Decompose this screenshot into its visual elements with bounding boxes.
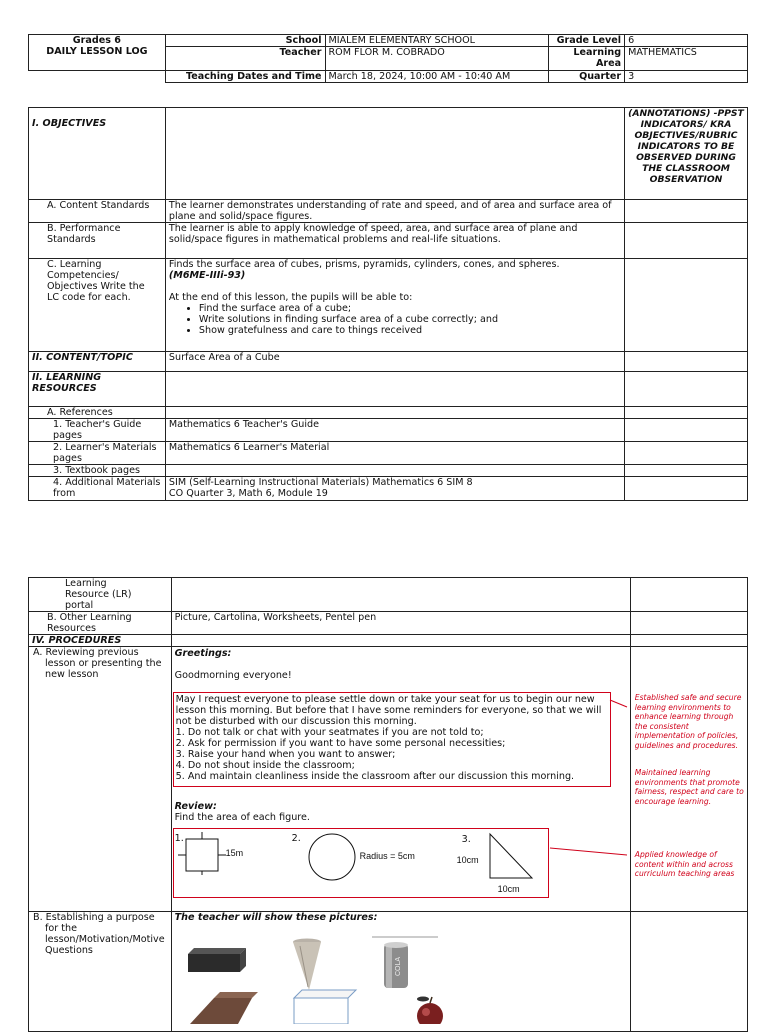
rule-1: 1. Do not talk or chat with your seatmates if you are not told to; [175, 727, 484, 738]
additional-value-2: CO Quarter 3, Math 6, Module 19 [168, 488, 328, 499]
box-picture [188, 948, 246, 972]
teacher-label: Teacher [165, 47, 325, 71]
triangle-figure [488, 832, 536, 882]
additional-value-cell [165, 477, 624, 501]
content-title: II. CONTENT/TOPIC [29, 352, 166, 372]
rule-2: 2. Ask for permission if you want to have some personal necessities; [175, 738, 506, 749]
competencies-line: Finds the surface area of cubes, prisms, pyramids, cylinders, cones, and spheres. [168, 259, 560, 270]
learning-area-label: Learning Area [549, 47, 625, 71]
resources-title: II. LEARNING RESOURCES [29, 372, 166, 407]
fig2-number: 2. [291, 833, 301, 844]
fig3-side: 10cm [456, 855, 479, 865]
can-picture [372, 937, 438, 988]
blank-cell [29, 71, 166, 83]
greetings-text: Goodmorning everyone! [174, 670, 292, 681]
additional-value-1: SIM (Self-Learning Instructional Materials) Mathematics 6 SIM 8 [168, 477, 473, 488]
pictures-title: The teacher will show these pictures: [174, 912, 378, 923]
review-figures-box [173, 828, 549, 898]
log-title: DAILY LESSON LOG [46, 46, 148, 57]
square-figure [178, 831, 228, 875]
annotation-cell [630, 647, 747, 912]
content-value: Surface Area of a Cube [165, 352, 624, 372]
competencies-intro: At the end of this lesson, the pupils will be able to: [168, 292, 413, 303]
grade-level-label: Grade Level [549, 35, 625, 47]
cube-picture [294, 990, 356, 1024]
fig3-number: 3. [461, 834, 471, 845]
request-text: May I request everyone to please settle down or take your seat for us to begin our new lesson this morning. But before that I have some reminders for everyone, so that we will not be disturbed with our discussion this morning. [175, 694, 602, 727]
references-label: A. References [29, 407, 166, 419]
tg-label: 1. Teacher's Guide pages [29, 419, 166, 442]
procedures-title: IV. PROCEDURES [29, 635, 172, 647]
lesson-table-page1 [28, 107, 748, 501]
school-value: MIALEM ELEMENTARY SCHOOL [325, 35, 549, 47]
textbook-label: 3. Textbook pages [29, 465, 166, 477]
rule-5: 5. And maintain cleanliness inside the classroom after our discussion this morning. [175, 771, 575, 782]
rule-4: 4. Do not shout inside the classroom; [175, 760, 355, 771]
school-label: School [165, 35, 325, 47]
additional-label-1: 4. Additional Materials from [29, 477, 166, 501]
annotations-header: (ANNOTATIONS) -PPST INDICATORS/ KRA OBJECTIVES/RUBRIC INDICATORS TO BE OBSERVED DURING THE CLASSROOM OBSERVATION [625, 108, 748, 200]
annotation-3: Applied knowledge of content within and across curriculum teaching areas [634, 850, 735, 878]
dates-label: Teaching Dates and Time [165, 71, 325, 83]
grade-level-value: 6 [625, 35, 748, 47]
performance-standards-label: B. Performance Standards [29, 223, 166, 259]
can-label: COLA [395, 956, 402, 976]
fig2-label: Radius = 5cm [359, 851, 415, 861]
competencies-list [169, 303, 621, 336]
list-item: • Show gratefulness and care to things received [199, 325, 621, 336]
annotation-1: Established safe and secure learning environments to enhance learning through the consistent implementation of policies, guidelines and procedures. [634, 693, 742, 750]
greetings-title: Greetings: [174, 648, 232, 659]
procedure-a-label: A. Reviewing previous lesson or presenting the new lesson [29, 647, 172, 912]
tg-value: Mathematics 6 Teacher's Guide [165, 419, 624, 442]
teacher-value: ROM FLOR M. COBRADO [325, 47, 549, 71]
fig1-label: 15m [225, 848, 244, 858]
review-title: Review: [174, 801, 217, 812]
request-box [173, 692, 611, 787]
content-standards-label: A. Content Standards [29, 200, 166, 223]
header-title-cell [29, 35, 166, 71]
content-standards-value: The learner demonstrates understanding of rate and speed, and of area and surface area of plane and solid/space figures. [165, 200, 624, 223]
additional-label-2: Learning Resource (LR) portal [29, 578, 172, 612]
other-resources-label: B. Other Learning Resources [29, 612, 172, 635]
list-item: • Write solutions in finding surface area of a cube correctly; and [199, 314, 621, 325]
apple-picture [417, 997, 443, 1025]
procedure-b-label: B. Establishing a purpose for the lesson/Motivation/Motive Questions [29, 912, 172, 1032]
solid-figures-pictures [180, 932, 450, 1024]
lm-label: 2. Learner's Materials pages [29, 442, 166, 465]
learning-area-value: MATHEMATICS [625, 47, 748, 71]
rule-3: 3. Raise your hand when you want to answer; [175, 749, 396, 760]
competencies-code: (M6ME-IIIi-93) [168, 270, 246, 281]
performance-standards-value: The learner is able to apply knowledge of speed, area, and surface area of plane and solid/space figures in mathematical problems and real-life situations. [165, 223, 624, 259]
lm-value: Mathematics 6 Learner's Material [165, 442, 624, 465]
header-table [28, 34, 748, 83]
fig1-number: 1. [174, 833, 184, 844]
grades-label: Grades 6 [72, 35, 121, 46]
quarter-value: 3 [625, 71, 748, 83]
prism-picture [190, 992, 258, 1024]
annotation-2: Maintained learning environments that promote fairness, respect and care to encourage learning. [634, 768, 744, 806]
list-item: • Find the surface area of a cube; [199, 303, 621, 314]
objectives-title: I. OBJECTIVES [29, 108, 166, 200]
other-resources-value: Picture, Cartolina, Worksheets, Pentel pen [171, 612, 630, 635]
competencies-cell [165, 259, 624, 352]
fig3-base: 10cm [497, 884, 520, 894]
dates-value: March 18, 2024, 10:00 AM - 10:40 AM [325, 71, 549, 83]
cone-picture [293, 939, 321, 991]
review-text: Find the area of each figure. [174, 812, 310, 823]
competencies-label: C. Learning Competencies/ Objectives Write the LC code for each. [29, 259, 166, 352]
circle-figure [307, 832, 357, 882]
procedure-a-cell [171, 647, 630, 912]
quarter-label: Quarter [549, 71, 625, 83]
